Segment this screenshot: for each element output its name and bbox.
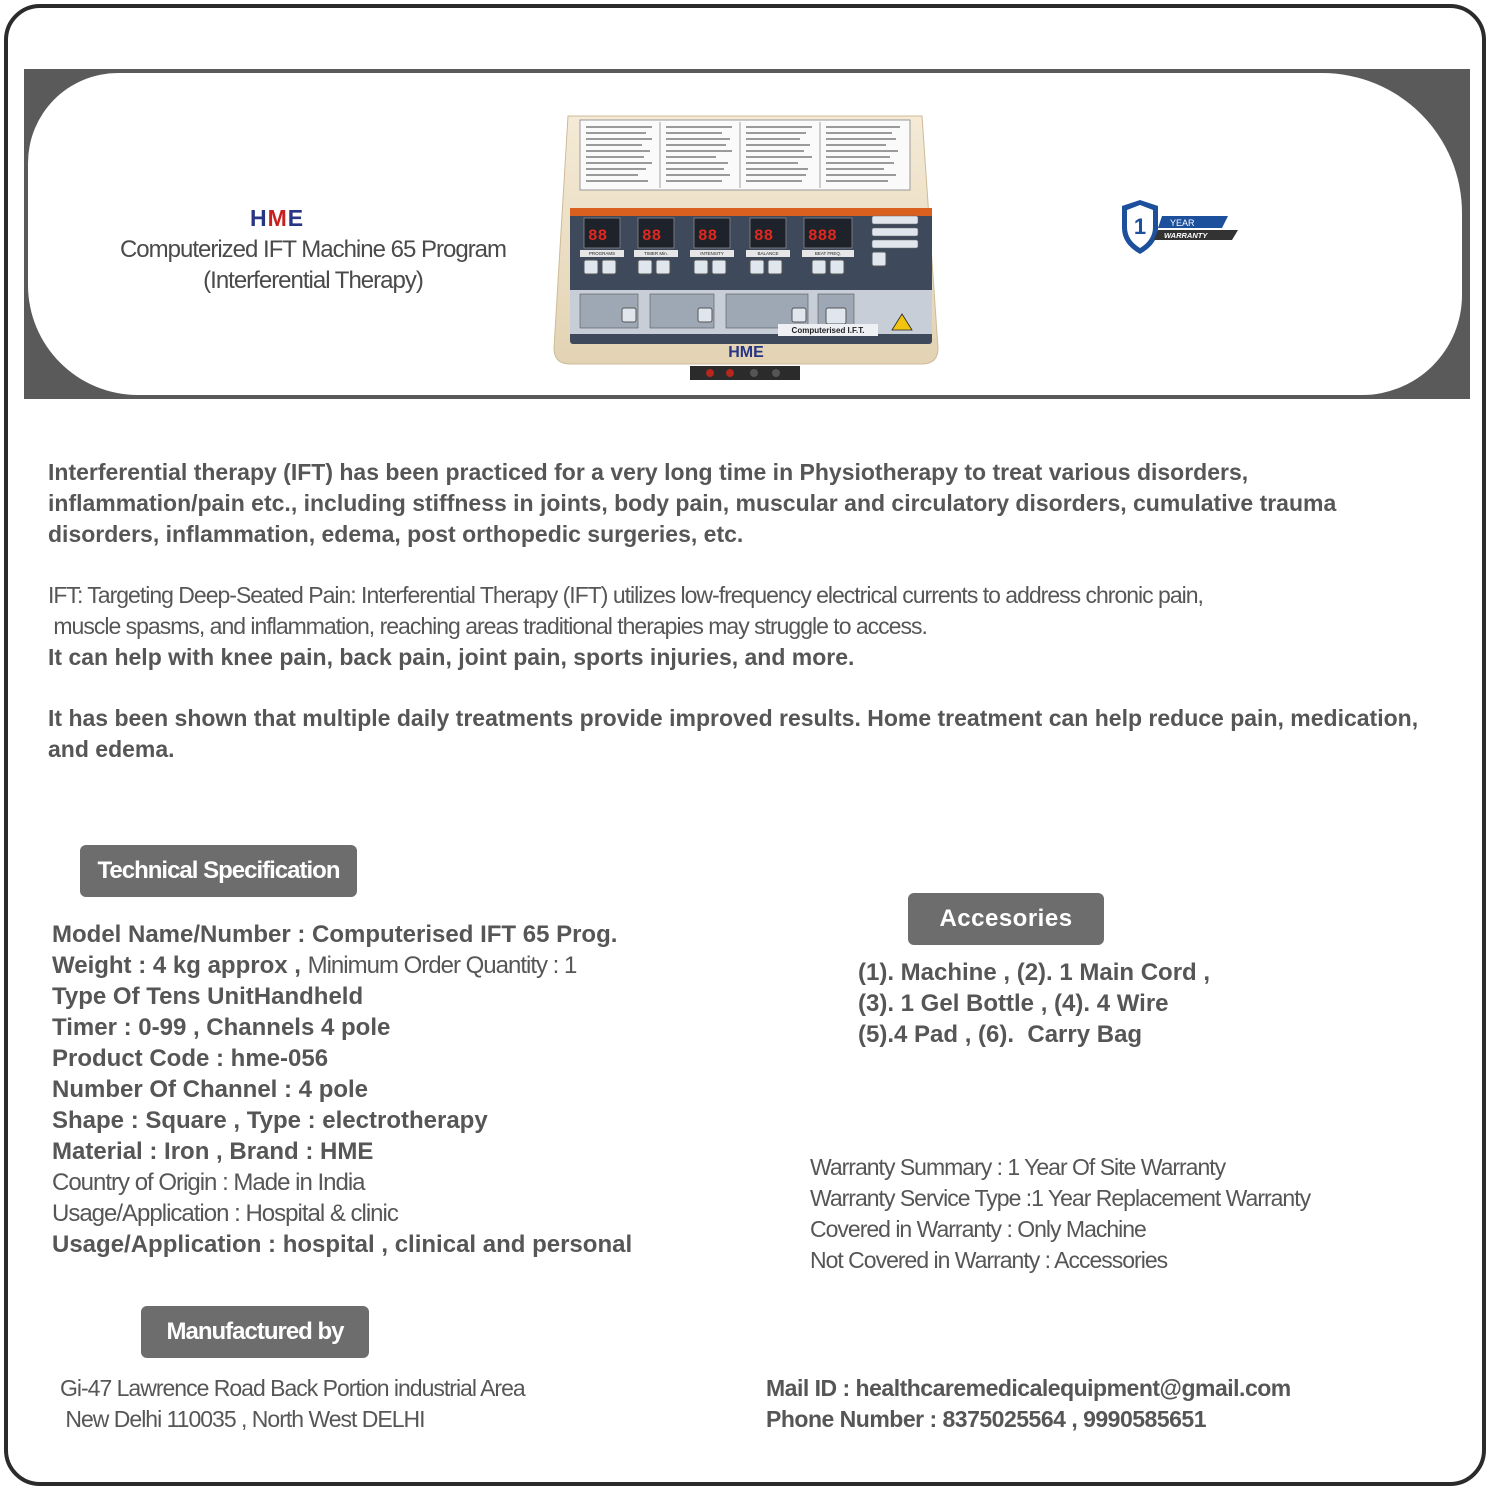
intro-paragraph-2	[48, 580, 1448, 673]
manufacturer-heading: Manufactured by	[141, 1306, 369, 1358]
address-line-2: New Delhi 110035 , North West DELHI	[60, 1406, 425, 1432]
warranty-info	[810, 1152, 1310, 1276]
brand-logo: HME	[250, 205, 305, 231]
spec-timer: Timer : 0-99 , Channels 4 pole	[52, 1014, 391, 1041]
svg-text:88: 88	[754, 227, 774, 245]
svg-text:PROGRAMS: PROGRAMS	[588, 251, 616, 256]
warranty-covered: Covered in Warranty : Only Machine	[810, 1216, 1146, 1242]
product-title-line2: (Interferential Therapy)	[203, 267, 423, 294]
tech-spec-list	[52, 919, 632, 1260]
spec-type-tens: Type Of Tens UnitHandheld	[52, 983, 364, 1010]
spec-model: Model Name/Number : Computerised IFT 65 Prog.	[52, 921, 618, 948]
phone-number: Phone Number : 8375025564 , 9990585651	[766, 1406, 1207, 1432]
warranty-service-type: Warranty Service Type :1 Year Replacement Warranty	[810, 1185, 1311, 1211]
contact-info	[766, 1373, 1291, 1435]
spec-channels: Number Of Channel : 4 pole	[52, 1076, 369, 1103]
accessories-line-3: (5).4 Pad , (6). Carry Bag	[858, 1021, 1143, 1048]
manufacturer-address	[60, 1373, 525, 1435]
intro-paragraph-2-line3: It can help with knee pain, back pain, joint pain, sports injuries, and more.	[48, 644, 855, 670]
intro-paragraph-2-line1: IFT: Targeting Deep-Seated Pain: Interferential Therapy (IFT) utilizes low-frequency electrical currents to address chronic pain,	[48, 582, 1203, 608]
spec-moq: Minimum Order Quantity : 1	[307, 952, 577, 979]
spec-shape: Shape : Square , Type : electrotherapy	[52, 1107, 488, 1134]
spec-usage-2: Usage/Application : hospital , clinical and personal	[52, 1231, 633, 1258]
spec-product-code: Product Code : hme-056	[52, 1045, 329, 1072]
svg-text:88: 88	[588, 227, 608, 245]
svg-text:WARRANTY: WARRANTY	[1164, 231, 1208, 240]
svg-text:88: 88	[698, 227, 718, 245]
spec-country: Country of Origin : Made in India	[52, 1169, 365, 1196]
intro-paragraph-1: Interferential therapy (IFT) has been practiced for a very long time in Physiotherapy to treat various disorders, inflammation/pain etc., including stiffness in joints, body pain, muscular and circulatory disorders, cumulative trauma disorders, inflammation, edema, post orthopedic surgeries, etc.	[48, 459, 1337, 547]
intro-paragraph-3: It has been shown that multiple daily treatments provide improved results. Home treatment can help reduce pain, medication, and edema.	[48, 705, 1419, 762]
tech-spec-heading: Technical Specification	[80, 845, 357, 897]
warranty-not-covered: Not Covered in Warranty : Accessories	[810, 1247, 1168, 1273]
svg-text:YEAR: YEAR	[1170, 218, 1195, 228]
product-title-line1: Computerized IFT Machine 65 Program	[119, 236, 507, 263]
accessories-line-1: (1). Machine , (2). 1 Main Cord ,	[858, 959, 1211, 986]
ift-machine-image	[550, 112, 942, 384]
warranty-badge-icon	[1118, 196, 1242, 258]
svg-text:Computerised I.F.T.: Computerised I.F.T.	[791, 326, 865, 335]
svg-text:888: 888	[808, 227, 837, 245]
accessories-heading: Accesories	[908, 893, 1104, 945]
svg-text:BALANCE: BALANCE	[757, 251, 779, 256]
warranty-summary: Warranty Summary : 1 Year Of Site Warranty	[810, 1154, 1226, 1180]
spec-usage-1: Usage/Application : Hospital & clinic	[52, 1200, 398, 1227]
accessories-line-2: (3). 1 Gel Bottle , (4). 4 Wire	[858, 990, 1169, 1017]
svg-text:BEAT FREQ.: BEAT FREQ.	[814, 251, 842, 256]
spec-material: Material : Iron , Brand : HME	[52, 1138, 374, 1165]
address-line-1: Gi-47 Lawrence Road Back Portion industrial Area	[60, 1375, 525, 1401]
spec-weight: Weight : 4 kg approx ,	[52, 952, 308, 979]
svg-text:INTENSITY: INTENSITY	[700, 251, 724, 256]
svg-text:HME: HME	[728, 344, 764, 361]
intro-paragraph-2-line2: muscle spasms, and inflammation, reaching areas traditional therapies may struggle to access.	[48, 613, 927, 639]
product-title	[108, 234, 518, 296]
svg-text:TIMER Min.: TIMER Min.	[644, 251, 668, 256]
svg-text:88: 88	[642, 227, 662, 245]
spec-weight-row	[52, 950, 632, 981]
accessories-list	[858, 957, 1210, 1050]
mail-id: Mail ID : healthcaremedicalequipment@gmail.com	[766, 1375, 1291, 1401]
svg-text:1: 1	[1133, 214, 1147, 239]
